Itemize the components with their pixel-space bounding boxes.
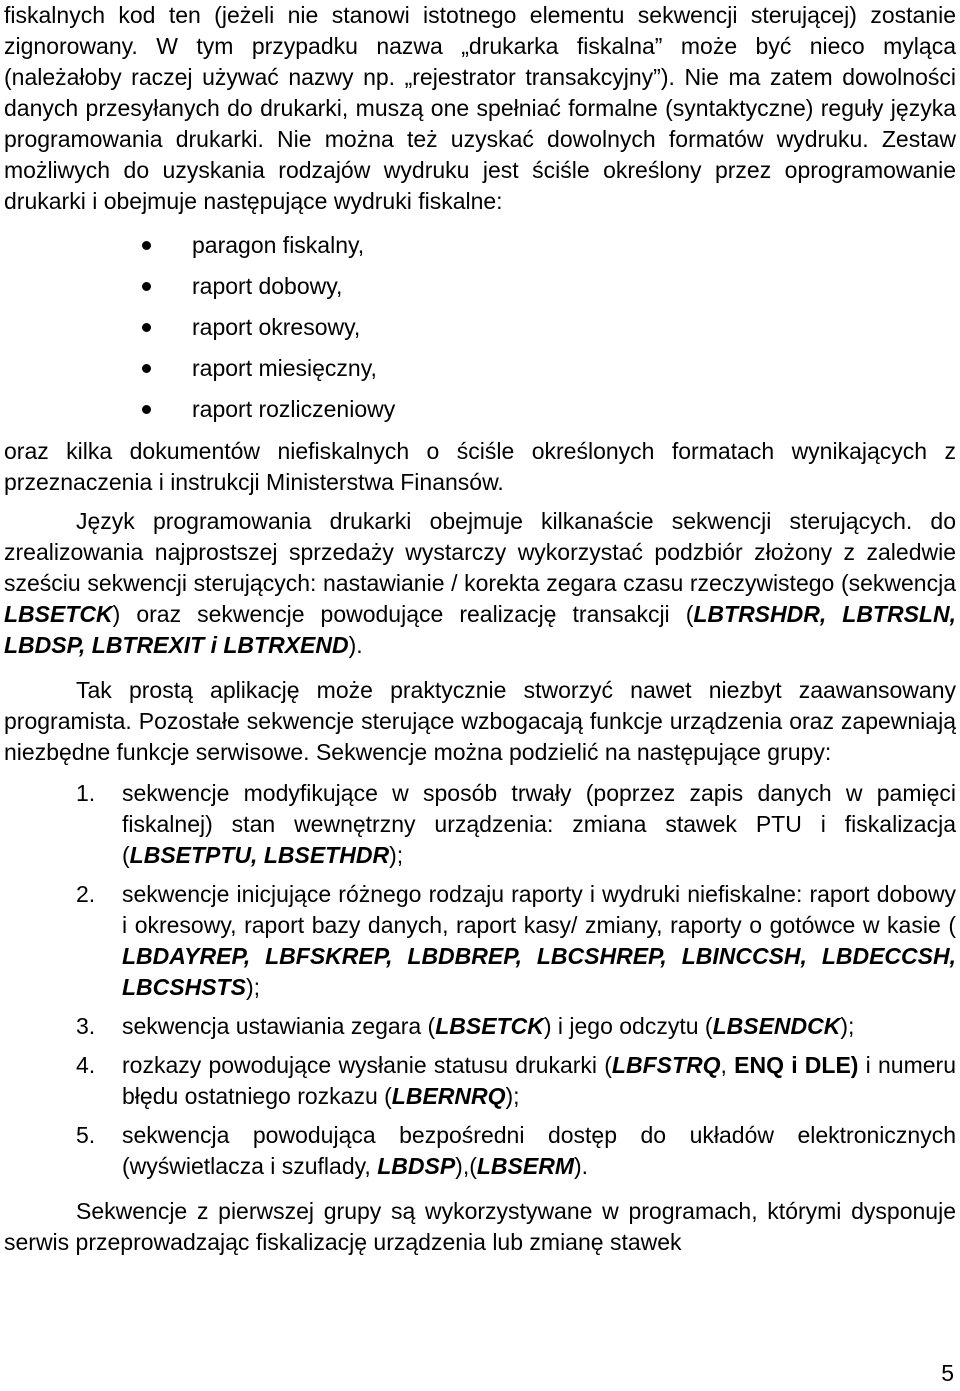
bullet-icon xyxy=(142,364,151,373)
paragraph-language: Język programowania drukarki obejmuje kilkanaście sekwencji sterujących. do zrealizowania najprostszej sprzedaży wystarczy wykorzystać podzbiór złożony z zaledwie sześciu sekwencji sterujących: nastawianie / korekta zegara czasu rzeczywistego (sekwencja LBSETCK) oraz sekwencje powodujące realizację transakcji (LBTRSHDR, LBTRSLN, LBDSP, LBTREXIT i LBTRXEND). xyxy=(4,508,956,658)
paragraph-simple-app: Tak prostą aplikację może praktycznie stworzyć nawet niezbyt zaawansowany programista. Pozostałe sekwencje sterujące wzbogacają funkcje urządzenia oraz zapewniają niezbędne funkcje serwisowe. Sekwencje można podzielić na następujące grupy: xyxy=(4,677,956,765)
list-item: 5. sekwencja powodująca bezpośredni dostęp do układów elektronicznych (wyświetlacza i szuflady, LBDSP),(LBSERM). xyxy=(76,1122,956,1179)
list-item: paragon fiskalny, xyxy=(4,225,956,266)
list-item: 1. sekwencje modyfikujące w sposób trwały (poprzez zapis danych w pamięci fiskalnej) stan wewnętrzny urządzenia: zmiana stawek PTU i fiskalizacja (LBSETPTU, LBSETHDR); xyxy=(76,780,956,868)
paragraph-intro: fiskalnych kod ten (jeżeli nie stanowi istotnego elementu sekwencji sterującej) zostanie zignorowany. W tym przypadku nazwa „drukarka fiskalna” może być nieco myląca (należałoby raczej używać nazwy np. „rejestrator transakcyjny”). Nie ma zatem dowolności danych przesyłanych do drukarki, muszą one spełniać formalne (syntaktyczne) reguły języka programowania drukarki. Nie można też uzyskać dowolnych formatów wydruku. Zestaw możliwych do uzyskania rodzajów wydruku jest ściśle określony przez oprogramowanie drukarki i obejmuje następujące wydruki fiskalne: xyxy=(4,2,956,214)
list-item: 3. sekwencja ustawiania zegara (LBSETCK) i jego odczytu (LBSENDCK); xyxy=(76,1013,855,1039)
list-item: 2. sekwencje inicjujące różnego rodzaju raporty i wydruki niefiskalne: raport dobowy i okresowy, raport bazy danych, raport kasy/ zmiany, raporty o gotówce w kasie ( LBDAYREP, LBFSKREP, LBDBREP, LBCSHREP, LBINCCSH, LBDECCSH, LBCSHSTS); xyxy=(76,881,956,1000)
list-item: raport rozliczeniowy xyxy=(4,389,956,430)
list-item: 4. rozkazy powodujące wysłanie statusu drukarki (LBFSTRQ, ENQ i DLE) i numeru błędu ostatniego rozkazu (LBERNRQ); xyxy=(76,1052,956,1109)
bullet-icon xyxy=(142,241,151,250)
bullet-icon xyxy=(142,323,151,332)
bullet-icon xyxy=(142,405,151,414)
bullet-icon xyxy=(142,282,151,291)
list-item: raport okresowy, xyxy=(4,307,956,348)
sequence-groups-list xyxy=(4,778,956,1182)
list-item: raport miesięczny, xyxy=(4,348,956,389)
document-page xyxy=(4,0,956,1258)
page-number: 5 xyxy=(941,1360,954,1386)
fiscal-printouts-list xyxy=(4,225,956,430)
list-item: raport dobowy, xyxy=(4,266,956,307)
paragraph-first-group: Sekwencje z pierwszej grupy są wykorzystywane w programach, którymi dysponuje serwis przeprowadzając fiskalizację urządzenia lub zmianę stawek xyxy=(4,1198,956,1255)
paragraph-non-fiscal: oraz kilka dokumentów niefiskalnych o ściśle określonych formatach wynikających z przeznaczenia i instrukcji Ministerstwa Finansów. xyxy=(4,438,956,495)
